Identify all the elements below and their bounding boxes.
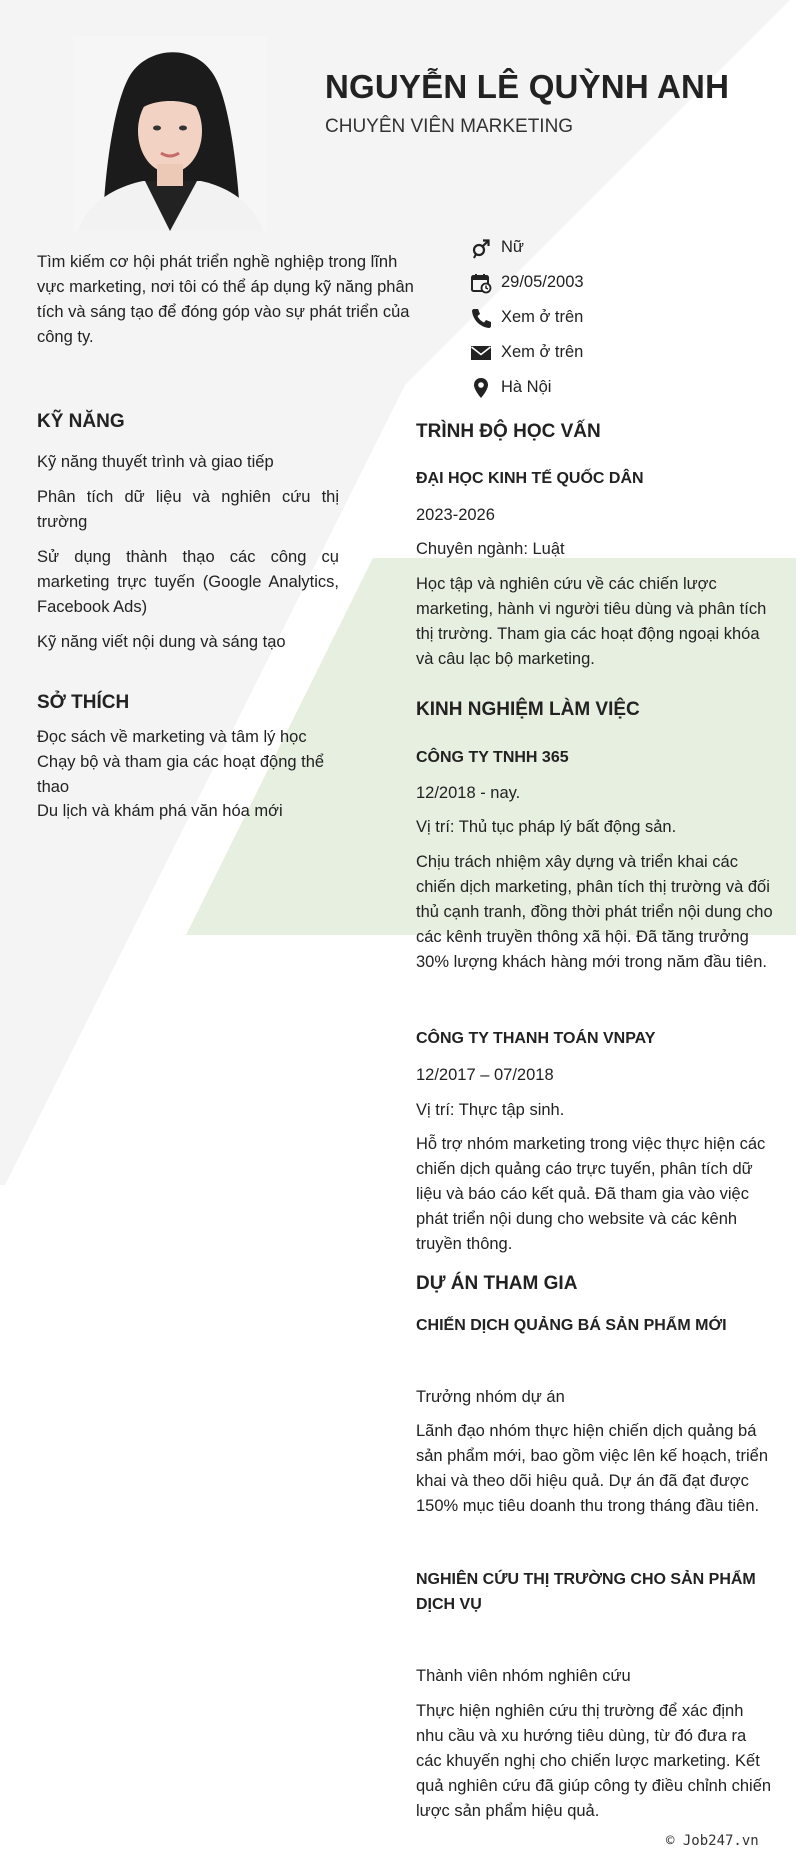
skill-item: Kỹ năng viết nội dung và sáng tạo xyxy=(37,633,286,651)
education-major: Chuyên ngành: Luật xyxy=(416,540,565,558)
birthday-row xyxy=(470,265,584,300)
skill-item: Kỹ năng thuyết trình và giao tiếp xyxy=(37,453,274,471)
job-period: 12/2018 - nay. xyxy=(416,784,521,802)
birthday-value: 29/05/2003 xyxy=(501,273,584,291)
job-title: CHUYÊN VIÊN MARKETING xyxy=(325,116,574,137)
phone-row xyxy=(470,300,584,335)
career-objective: Tìm kiếm cơ hội phát triển nghề nghiệp trong lĩnh vực marketing, nơi tôi có thể áp dụng kỹ năng phân tích và sáng tạo để đóng góp vào sự phát triển của công ty. xyxy=(37,253,414,346)
project-role: Trưởng nhóm dự án xyxy=(416,1388,565,1406)
hobbies-heading: SỞ THÍCH xyxy=(37,692,130,713)
gender-icon xyxy=(470,237,492,259)
project-role: Thành viên nhóm nghiên cứu xyxy=(416,1667,631,1685)
experience-heading: KINH NGHIỆM LÀM VIỆC xyxy=(416,699,640,720)
gender-value: Nữ xyxy=(501,238,524,256)
calendar-icon xyxy=(470,272,492,294)
skill-item: Sử dụng thành thạo các công cụ marketing trực tuyến (Google Analytics, Facebook Ads) xyxy=(37,548,339,616)
skill-item: Phân tích dữ liệu và nghiên cứu thị trường xyxy=(37,488,339,531)
hobby-item: Du lịch và khám phá văn hóa mới xyxy=(37,802,283,820)
location-pin-icon xyxy=(470,377,492,399)
profile-photo xyxy=(73,36,267,231)
education-period: 2023-2026 xyxy=(416,506,495,524)
candidate-name: NGUYỄN LÊ QUỲNH ANH xyxy=(325,68,730,105)
hobby-item: Đọc sách về marketing và tâm lý học xyxy=(37,728,307,746)
school-name: ĐẠI HỌC KINH TẾ QUỐC DÂN xyxy=(416,470,644,487)
job-position: Vị trí: Thực tập sinh. xyxy=(416,1101,565,1119)
phone-icon xyxy=(470,307,492,329)
project-description: Lãnh đạo nhóm thực hiện chiến dịch quảng bá sản phẩm mới, bao gồm việc lên kế hoạch, triển khai và theo dõi hiệu quả. Dự án đã đạt được 150% mục tiêu doanh thu trong tháng đầu tiên. xyxy=(416,1422,769,1515)
portrait-image xyxy=(73,36,267,231)
address-row xyxy=(470,370,584,405)
phone-value: Xem ở trên xyxy=(501,308,584,326)
job-description: Chịu trách nhiệm xây dựng và triển khai các chiến dịch marketing, phân tích thị trường và đối thủ cạnh tranh, đồng thời phát triển nội dung cho các kênh truyền thông xã hội. Đã tăng trưởng 30% lượng khách hàng mới trong năm đầu tiên. xyxy=(416,853,773,971)
address-value: Hà Nội xyxy=(501,378,552,396)
projects-heading: DỰ ÁN THAM GIA xyxy=(416,1273,578,1294)
job-position: Vị trí: Thủ tục pháp lý bất động sản. xyxy=(416,818,677,836)
email-icon xyxy=(470,342,492,364)
email-row xyxy=(470,335,584,370)
gender-row xyxy=(470,230,584,265)
skills-heading: KỸ NĂNG xyxy=(37,411,125,432)
company-name: CÔNG TY THANH TOÁN VNPAY xyxy=(416,1030,656,1047)
personal-info xyxy=(470,230,584,405)
project-description: Thực hiện nghiên cứu thị trường để xác định nhu cầu và xu hướng tiêu dùng, từ đó đưa ra các khuyến nghị cho chiến lược marketing. Kết quả nghiên cứu đã giúp công ty điều chỉnh chiến lược sản phẩm hiệu quả. xyxy=(416,1702,772,1820)
project-name: CHIẾN DỊCH QUẢNG BÁ SẢN PHẨM MỚI xyxy=(416,1317,727,1334)
education-heading: TRÌNH ĐỘ HỌC VẤN xyxy=(416,421,601,442)
job-description: Hỗ trợ nhóm marketing trong việc thực hiện các chiến dịch quảng cáo trực tuyến, phân tích dữ liệu và báo cáo kết quả. Đã tham gia vào việc phát triển nội dung cho website và các kênh truyền thông. xyxy=(416,1135,766,1253)
education-description: Học tập và nghiên cứu về các chiến lược marketing, hành vi người tiêu dùng và phân tích thị trường. Tham gia các hoạt động ngoại khóa và câu lạc bộ marketing. xyxy=(416,575,767,668)
copyright-text: © Job247.vn xyxy=(666,1833,759,1849)
job-period: 12/2017 – 07/2018 xyxy=(416,1066,554,1084)
email-value: Xem ở trên xyxy=(501,343,584,361)
company-name: CÔNG TY TNHH 365 xyxy=(416,749,569,766)
hobby-item: Chạy bộ và tham gia các hoạt động thể thao xyxy=(37,753,325,796)
project-name: NGHIÊN CỨU THỊ TRƯỜNG CHO SẢN PHẨM DỊCH VỤ xyxy=(416,1571,756,1613)
